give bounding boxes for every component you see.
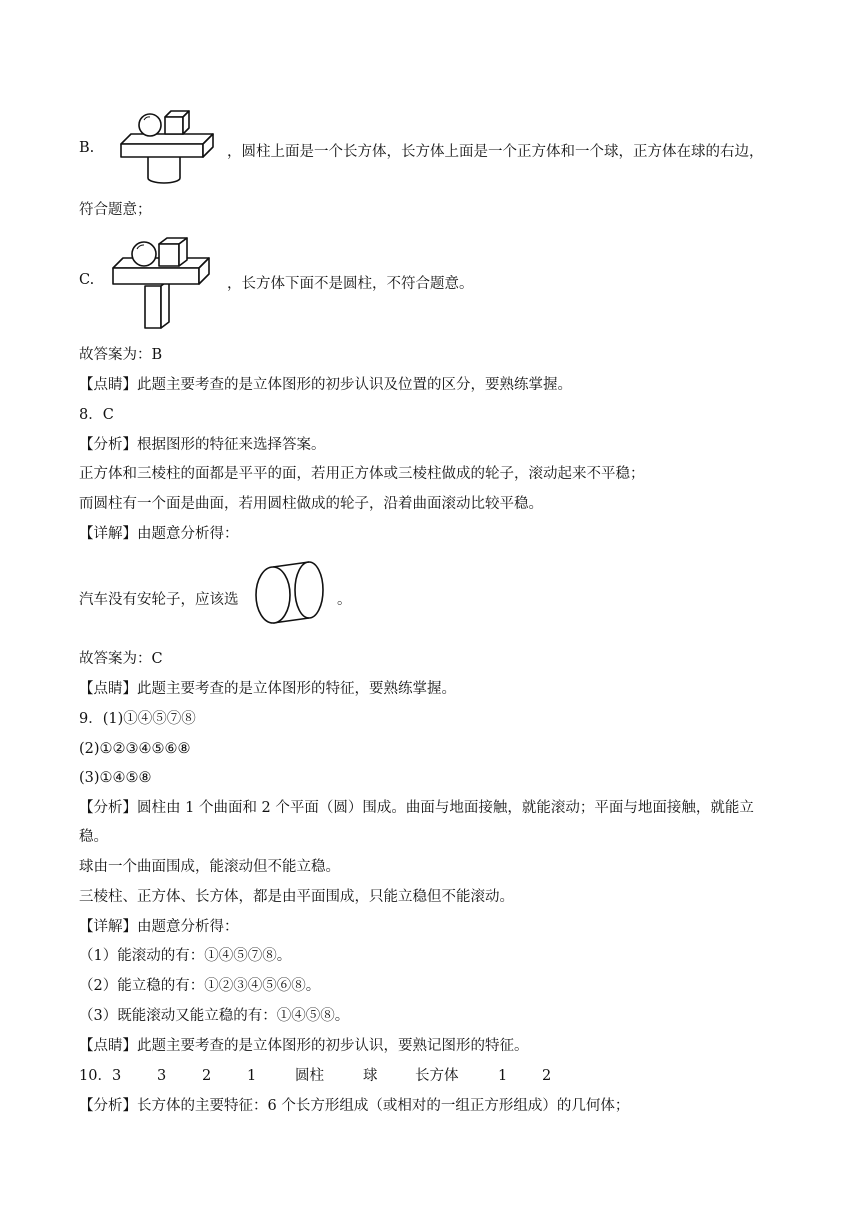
q8-car-end: 。	[337, 592, 352, 608]
option-b-label: B.	[79, 140, 95, 156]
q8-heading: 8．C	[79, 407, 114, 423]
q10-answers	[79, 1066, 551, 1086]
q10-item: 1	[498, 1068, 508, 1084]
q8-paragraph-1: 正方体和三棱柱的面都是平平的面，若用正方体或三棱柱做成的轮子，滚动起来不平稳；	[79, 466, 645, 482]
q10-analysis: 【分析】长方体的主要特征：6 个长方形组成（或相对的一组正方形组成）的几何体；	[79, 1098, 630, 1114]
q10-item: 1	[247, 1068, 257, 1084]
q9-heading: 9．(1)①④⑤⑦⑧	[79, 711, 196, 727]
q10-item: 球	[363, 1068, 378, 1084]
stack-figure-c	[111, 234, 213, 332]
q10-item: 3	[157, 1068, 167, 1084]
q9-answer-3: (3)①④⑤⑧	[79, 770, 152, 786]
option-c-text: ，长方体下面不是圆柱，不符合题意。	[227, 276, 474, 292]
q10-item: 2	[542, 1068, 552, 1084]
q8-detail: 【详解】由题意分析得：	[79, 526, 239, 542]
cylinder-figure	[251, 555, 331, 635]
q9-analysis-1: 【分析】圆柱由 1 个曲面和 2 个平面（圆）围成。曲面与地面接触，就能滚动；平面与地面接触，就能立	[79, 800, 754, 816]
q9-ball: 球由一个曲面围成，能滚动但不能立稳。	[79, 859, 340, 875]
q8-paragraph-2: 而圆柱有一个面是曲面，若用圆柱做成的轮子，沿着曲面滚动比较平稳。	[79, 496, 543, 512]
q8-car-text: 汽车没有安轮子，应该选	[79, 592, 239, 608]
q10-item: 圆柱	[295, 1068, 324, 1084]
q8-analysis: 【分析】根据图形的特征来选择答案。	[79, 437, 326, 453]
stack-figure-b	[117, 104, 217, 184]
option-b-continuation: 符合题意；	[79, 202, 152, 218]
option-b-text: ，圆柱上面是一个长方体，长方体上面是一个正方体和一个球，正方体在球的右边，	[227, 144, 764, 160]
q9-flat: 三棱柱、正方体、长方体，都是由平面围成，只能立稳但不能滚动。	[79, 889, 514, 905]
q9-detail-1: （1）能滚动的有：①④⑤⑦⑧。	[79, 948, 292, 964]
q10-item: 长方体	[415, 1068, 459, 1084]
q7-answer: 故答案为：B	[79, 347, 163, 363]
q9-detail: 【详解】由题意分析得：	[79, 919, 239, 935]
q9-analysis-2: 稳。	[79, 829, 108, 845]
q9-answer-2: (2)①②③④⑤⑥⑧	[79, 741, 191, 757]
q10-item: 10．3	[79, 1068, 122, 1084]
option-c-label: C.	[79, 272, 95, 288]
q7-comment: 【点睛】此题主要考查的是立体图形的初步认识及位置的区分，要熟练掌握。	[79, 377, 572, 393]
q9-detail-2: （2）能立稳的有：①②③④⑤⑥⑧。	[79, 978, 321, 994]
q9-comment: 【点睛】此题主要考查的是立体图形的初步认识，要熟记图形的特征。	[79, 1038, 529, 1054]
q8-comment: 【点睛】此题主要考查的是立体图形的特征，要熟练掌握。	[79, 681, 456, 697]
q8-answer: 故答案为：C	[79, 651, 163, 667]
q9-detail-3: （3）既能滚动又能立稳的有：①④⑤⑧。	[79, 1008, 350, 1024]
q10-item: 2	[202, 1068, 212, 1084]
